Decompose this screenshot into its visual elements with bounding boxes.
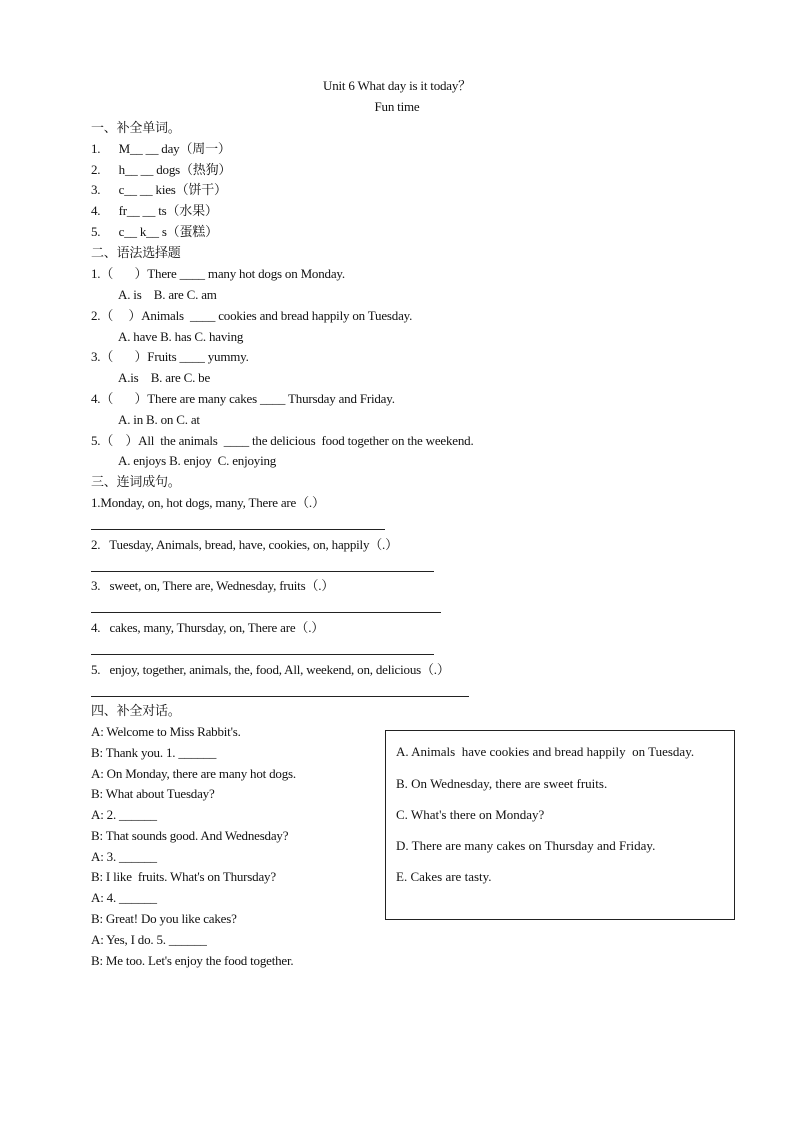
answer-line[interactable]: [91, 612, 441, 613]
dialogue-line: A: 3. ______: [91, 849, 157, 864]
grammar-options: A. enjoys B. enjoy C. enjoying: [118, 453, 277, 468]
section-3-heading: 三、连词成句。: [91, 474, 181, 489]
grammar-question: 2.（ ）Animals ____ cookies and bread happily on Tuesday.: [91, 308, 413, 323]
sentence-item: 3. sweet, on, There are, Wednesday, fruits（.）: [91, 578, 335, 593]
dialogue-line: B: That sounds good. And Wednesday?: [91, 828, 289, 843]
word-item: 1. M__ __ day（周一）: [91, 141, 231, 156]
grammar-options: A.is B. are C. be: [118, 370, 211, 385]
answer-line[interactable]: [91, 654, 434, 655]
grammar-options: A. in B. on C. at: [118, 412, 200, 427]
word-item: 4. fr__ __ ts（水果）: [91, 203, 218, 218]
dialogue-line: A: Yes, I do. 5. ______: [91, 932, 207, 947]
dialogue-line: A: 2. ______: [91, 807, 157, 822]
grammar-question: 3.（ ）Fruits ____ yummy.: [91, 349, 249, 364]
dialogue-line: A: On Monday, there are many hot dogs.: [91, 766, 296, 781]
grammar-question: 1.（ ）There ____ many hot dogs on Monday.: [91, 266, 345, 281]
choice-option: D. There are many cakes on Thursday and Friday.: [396, 838, 656, 853]
section-1-heading: 一、补全单词。: [91, 120, 181, 135]
choice-option: C. What's there on Monday?: [396, 807, 545, 822]
dialogue-line: B: Me too. Let's enjoy the food together.: [91, 953, 294, 968]
sentence-item: 4. cakes, many, Thursday, on, There are（.）: [91, 620, 325, 635]
sentence-item: 5. enjoy, together, animals, the, food, All, weekend, on, delicious（.）: [91, 662, 450, 677]
choice-option: B. On Wednesday, there are sweet fruits.: [396, 776, 608, 791]
dialogue-line: B: Thank you. 1. ______: [91, 745, 217, 760]
answer-line[interactable]: [91, 529, 385, 530]
grammar-question: 5.（ ）All the animals ____ the delicious food together on the weekend.: [91, 433, 474, 448]
dialogue-line: A: 4. ______: [91, 890, 157, 905]
grammar-question: 4.（ ）There are many cakes ____ Thursday and Friday.: [91, 391, 395, 406]
page-subtitle: Fun time: [374, 99, 420, 114]
section-2-heading: 二、语法选择题: [91, 245, 181, 260]
dialogue-line: B: Great! Do you like cakes?: [91, 911, 237, 926]
grammar-options: A. have B. has C. having: [118, 329, 244, 344]
dialogue-line: B: I like fruits. What's on Thursday?: [91, 869, 276, 884]
answer-line[interactable]: [91, 571, 434, 572]
dialogue-line: B: What about Tuesday?: [91, 786, 215, 801]
choice-option: E. Cakes are tasty.: [396, 869, 492, 884]
word-item: 2. h__ __ dogs（热狗）: [91, 162, 232, 177]
section-4-heading: 四、补全对话。: [91, 703, 181, 718]
page-title: Unit 6 What day is it today？: [323, 78, 471, 93]
grammar-options: A. is B. are C. am: [118, 287, 217, 302]
sentence-item: 2. Tuesday, Animals, bread, have, cookies, on, happily（.）: [91, 537, 398, 552]
choice-option: A. Animals have cookies and bread happily on Tuesday.: [396, 744, 695, 759]
dialogue-choices-box: [385, 730, 735, 920]
dialogue-line: A: Welcome to Miss Rabbit's.: [91, 724, 241, 739]
word-item: 5. c__ k__ s（蛋糕）: [91, 224, 218, 239]
sentence-item: 1.Monday, on, hot dogs, many, There are（.）: [91, 495, 325, 510]
word-item: 3. c__ __ kies（饼干）: [91, 182, 227, 197]
answer-line[interactable]: [91, 696, 469, 697]
